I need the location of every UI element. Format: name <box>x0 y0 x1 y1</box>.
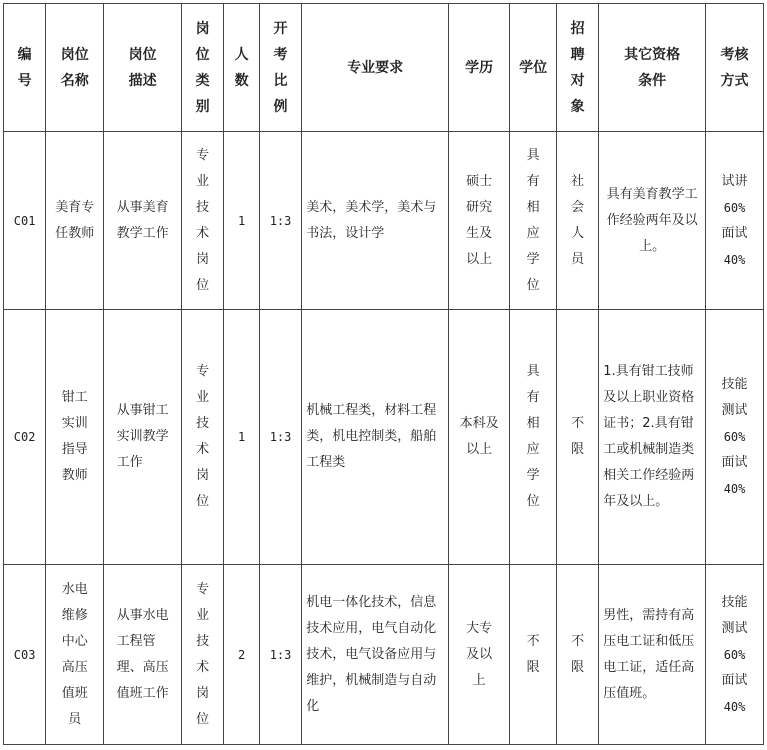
cell-name: 钳工实训指导教师 <box>46 310 104 565</box>
exam-b: 面试 <box>721 225 748 241</box>
cell-exam <box>706 132 764 310</box>
header-major: 专业要求 <box>302 4 449 132</box>
header-id: 编号 <box>4 4 46 132</box>
cell-major: 美术，美术学，美术与书法，设计学 <box>302 132 449 310</box>
cell-other: 男性，需持有高压电工证和低压电工证，适任高压值班。 <box>599 565 706 745</box>
cell-desc: 从事钳工实训教学工作 <box>104 310 182 565</box>
cell-type: 专业技术岗位 <box>182 310 224 565</box>
table-row <box>4 310 764 565</box>
cell-education: 本科及以上 <box>449 310 510 565</box>
cell-major: 机械工程类，材料工程类，机电控制类，船舶工程类 <box>302 310 449 565</box>
cell-id: C01 <box>4 132 46 310</box>
header-education: 学历 <box>449 4 510 132</box>
cell-education: 大专及以上 <box>449 565 510 745</box>
cell-id: C02 <box>4 310 46 565</box>
cell-target: 不限 <box>556 310 598 565</box>
exam-b-pct: 40% <box>723 482 746 496</box>
exam-a-pct: 60% <box>723 647 746 662</box>
header-name: 岗位名称 <box>46 4 104 132</box>
cell-count: 1 <box>224 310 260 565</box>
cell-other: 具有美育教学工作经验两年及以上。 <box>599 132 706 310</box>
exam-b-pct: 40% <box>723 699 746 714</box>
cell-education: 硕士研究生及以上 <box>449 132 510 310</box>
cell-name: 水电维修中心高压值班员 <box>46 565 104 745</box>
cell-degree: 具有相应学位 <box>510 310 557 565</box>
cell-desc: 从事水电工程管理、高压值班工作 <box>104 565 182 745</box>
cell-degree: 具有相应学位 <box>510 132 557 310</box>
header-exam: 考核方式 <box>706 4 764 132</box>
cell-target: 社会人员 <box>556 132 598 310</box>
cell-major: 机电一体化技术，信息技术应用，电气自动化技术，电气设备应用与维护，机械制造与自动化 <box>302 565 449 745</box>
cell-ratio: 1:3 <box>259 132 301 310</box>
header-desc: 岗位描述 <box>104 4 182 132</box>
table-row <box>4 565 764 745</box>
cell-count: 1 <box>224 132 260 310</box>
cell-ratio: 1:3 <box>259 565 301 745</box>
table-row <box>4 132 764 310</box>
cell-other: 1.具有钳工技师及以上职业资格证书；2.具有钳工或机械制造类相关工作经验两年及以上。 <box>599 310 706 565</box>
exam-b: 面试 <box>721 455 748 470</box>
exam-b: 面试 <box>721 672 748 688</box>
cell-id: C03 <box>4 565 46 745</box>
header-count: 人数 <box>224 4 260 132</box>
header-row <box>4 4 764 132</box>
cell-type: 专业技术岗位 <box>182 565 224 745</box>
header-degree: 学位 <box>510 4 557 132</box>
cell-type: 专业技术岗位 <box>182 132 224 310</box>
cell-ratio: 1:3 <box>259 310 301 565</box>
exam-a: 技能测试 <box>721 594 748 636</box>
exam-a-pct: 60% <box>723 430 746 444</box>
header-ratio: 开考比例 <box>259 4 301 132</box>
exam-b-pct: 40% <box>723 252 746 267</box>
exam-a: 试讲 <box>721 173 748 189</box>
header-target: 招聘对象 <box>556 4 598 132</box>
cell-exam <box>706 310 764 565</box>
cell-target: 不限 <box>556 565 598 745</box>
cell-exam <box>706 565 764 745</box>
header-type: 岗位类别 <box>182 4 224 132</box>
cell-degree: 不限 <box>510 565 557 745</box>
exam-a: 技能测试 <box>721 377 748 418</box>
exam-a-pct: 60% <box>723 200 746 215</box>
cell-name: 美育专任教师 <box>46 132 104 310</box>
header-other: 其它资格条件 <box>599 4 706 132</box>
cell-count: 2 <box>224 565 260 745</box>
recruitment-table <box>3 3 764 745</box>
cell-desc: 从事美育教学工作 <box>104 132 182 310</box>
